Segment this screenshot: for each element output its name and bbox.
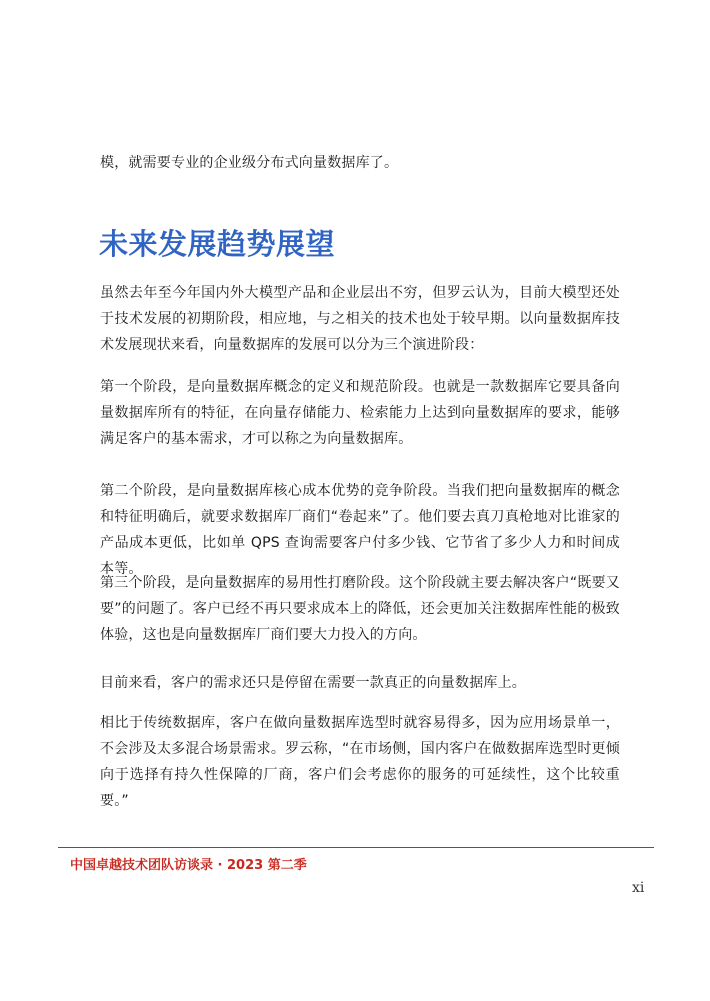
paragraph-intro: 虽然去年至今年国内外大模型产品和企业层出不穷，但罗云认为，目前大模型还处于技术发展的初期阶段，相应地，与之相关的技术也处于较早期。以向量数据库技术发展现状来看，向量数据库的发展可以分为三个演进阶段：: [100, 285, 620, 353]
paragraph-stage-three: 第三个阶段，是向量数据库的易用性打磨阶段。这个阶段就主要去解决客户“既要又要”的问题了。客户已经不再只要求成本上的降低，还会更加关注数据库性能的极致体验，这也是向量数据库厂商们要大力投入的方向。: [100, 575, 620, 643]
paragraph-comparison: 相比于传统数据库，客户在做向量数据库选型时就容易得多，因为应用场景单一，不会涉及太多混合场景需求。罗云称，“在市场侧，国内客户在做数据库选型时更倾向于选择有持久性保障的厂商，客户们会考虑你的服务的可延续性，这个比较重要。”: [100, 715, 620, 809]
paragraph-continuation: 模，就需要专业的企业级分布式向量数据库了。: [100, 155, 399, 171]
section-heading: 未来发展趋势展望: [99, 227, 336, 261]
paragraph-current-status: 目前来看，客户的需求还只是停留在需要一款真正的向量数据库上。: [100, 675, 526, 691]
page-number: xi: [632, 880, 645, 896]
paragraph-stage-one: 第一个阶段，是向量数据库概念的定义和规范阶段。也就是一款数据库它要具备向量数据库所有的特征，在向量存储能力、检索能力上达到向量数据库的要求，能够满足客户的基本需求，才可以称之为向量数据库。: [100, 379, 620, 447]
footer-publication-title: 中国卓越技术团队访谈录 · 2023 第二季: [70, 858, 307, 873]
footer-divider: [58, 847, 654, 848]
paragraph-stage-two: 第二个阶段，是向量数据库核心成本优势的竞争阶段。当我们把向量数据库的概念和特征明确后，就要求数据库厂商们“卷起来”了。他们要去真刀真枪地对比谁家的产品成本更低，比如单 QPS 查询需要客户付多少钱、它节省了多少人力和时间成本等。: [100, 483, 620, 577]
